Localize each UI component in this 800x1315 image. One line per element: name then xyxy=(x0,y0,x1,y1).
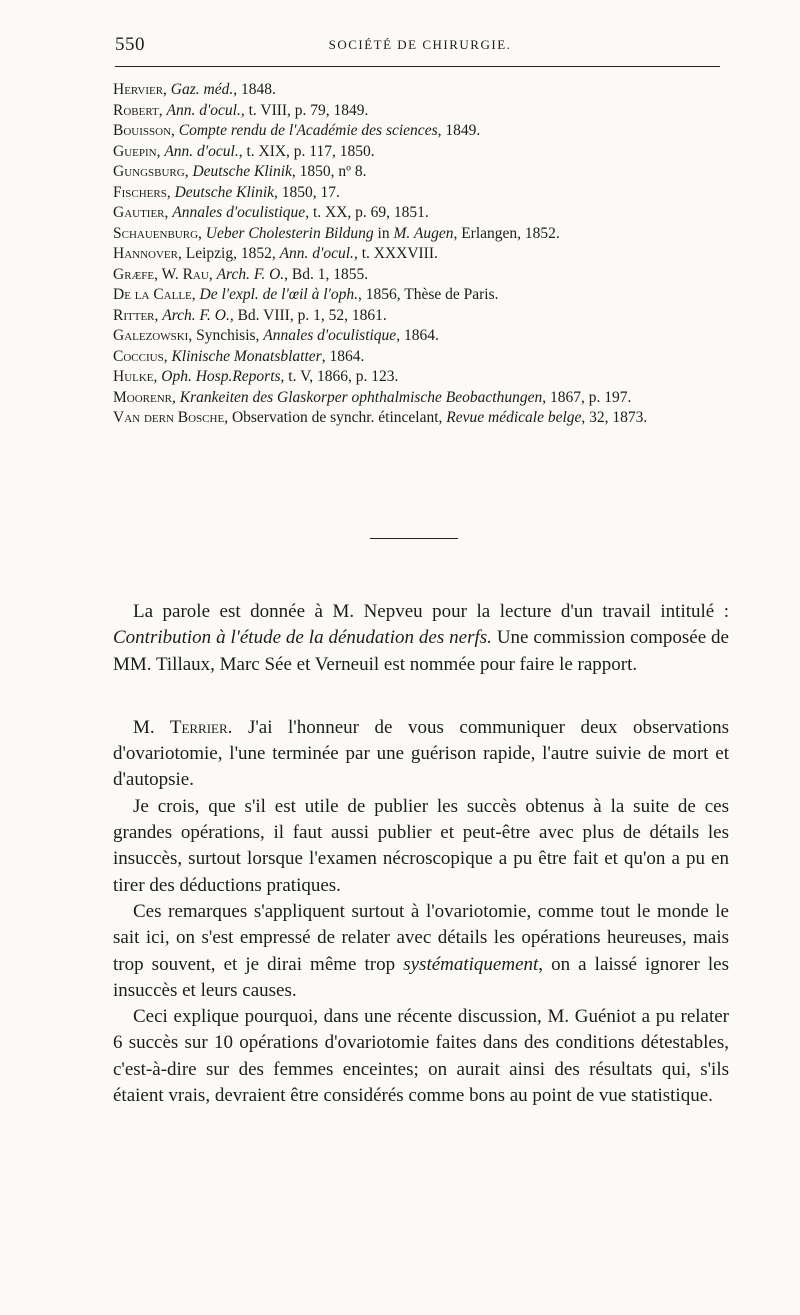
bibliography-entry: Fischers, Deutsche Klinik, 1850, 17. xyxy=(113,183,340,201)
body-text xyxy=(113,599,729,1109)
page-header xyxy=(115,34,725,54)
bibliography-entry: Bouisson, Compte rendu de l'Académie des sciences, 1849. xyxy=(113,122,481,139)
bibliography-entry: Galezowski, Synchisis, Annales d'oculistique, 1864. xyxy=(113,327,439,344)
bibliography-list xyxy=(113,80,733,429)
bibliography-entry: Van dern Bosche, Observation de synchr. étincelant, Revue médicale belge, 32, 1873. xyxy=(113,409,648,426)
bibliography-entry: Græfe, W. Rau, Arch. F. O., Bd. 1, 1855. xyxy=(113,265,369,283)
bibliography-entry: Hervier, Gaz. méd., 1848. xyxy=(113,81,276,98)
speaker-name: M. Terrier. xyxy=(133,716,233,738)
paragraph: La parole est donnée à M. Nepveu pour la lecture d'un travail intitulé : Contribution à l'étude de la dénudation des nerfs. Une commission composée de MM. Tillaux, Marc Sée et Verneuil est nommée pour faire le rapport. xyxy=(113,601,729,675)
paragraph: Je crois, que s'il est utile de publier les succès obtenus à la suite de ces grandes opérations, il faut aussi publier et peut-être avec plus de détails les insuccès, surtout lorsque l'examen nécroscopique a pu être fait et qu'on a pu en tirer des déductions pratiques. xyxy=(113,795,729,896)
bibliography-entry: Robert, Ann. d'ocul., t. VIII, p. 79, 1849. xyxy=(113,101,369,119)
bibliography-entry: De la Calle, De l'expl. de l'œil à l'oph., 1856, Thèse de Paris. xyxy=(113,286,499,303)
bibliography-entry: Guepin, Ann. d'ocul., t. XIX, p. 117, 1850. xyxy=(113,142,375,160)
bibliography-entry: Coccius, Klinische Monatsblatter, 1864. xyxy=(113,347,365,365)
header-rule xyxy=(115,66,720,67)
bibliography-entry: Hulke, Oph. Hosp.Reports, t. V, 1866, p. 123. xyxy=(113,368,399,385)
bibliography-entry: Moorenr, Krankeiten des Glaskorper ophthalmische Beobacthungen, 1867, p. 197. xyxy=(113,388,632,406)
running-title: SOCIÉTÉ DE CHIRURGIE. xyxy=(328,37,512,52)
section-divider xyxy=(370,538,458,539)
paragraph: Ces remarques s'appliquent surtout à l'ovariotomie, comme tout le monde le sait ici, on s'est empressé de relater avec détails les opérations heureuses, mais trop souvent, et je dirai même trop systématiquement, on a laissé ignorer les insuccès et leurs causes. xyxy=(113,900,730,1001)
bibliography-entry: Schauenburg, Ueber Cholesterin Bildung in M. Augen, Erlangen, 1852. xyxy=(113,224,560,242)
paragraph: Ceci explique pourquoi, dans une récente discussion, M. Guéniot a pu relater 6 succès sur 10 opérations d'ovariotomie faites dans des conditions détestables, c'est-à-dire sur des femmes enceintes; on aurait ainsi des résultats qui, s'ils étaient vrais, devraient être considérés comme bons au point de vue statistique. xyxy=(113,1006,729,1107)
bibliography-entry: Gungsburg, Deutsche Klinik, 1850, nº 8. xyxy=(113,163,367,180)
paragraph: M. Terrier. J'ai l'honneur de vous communiquer deux observations d'ovariotomie, l'une terminée par une guérison rapide, l'autre suivie de mort et d'autopsie. xyxy=(113,716,729,791)
page-number: 550 xyxy=(115,34,145,55)
bibliography-entry: Hannover, Leipzig, 1852, Ann. d'ocul., t. XXXVIII. xyxy=(113,245,438,262)
bibliography-entry: Gautier, Annales d'oculistique, t. XX, p. 69, 1851. xyxy=(113,204,429,221)
bibliography-entry: Ritter, Arch. F. O., Bd. VIII, p. 1, 52, 1861. xyxy=(113,306,387,324)
